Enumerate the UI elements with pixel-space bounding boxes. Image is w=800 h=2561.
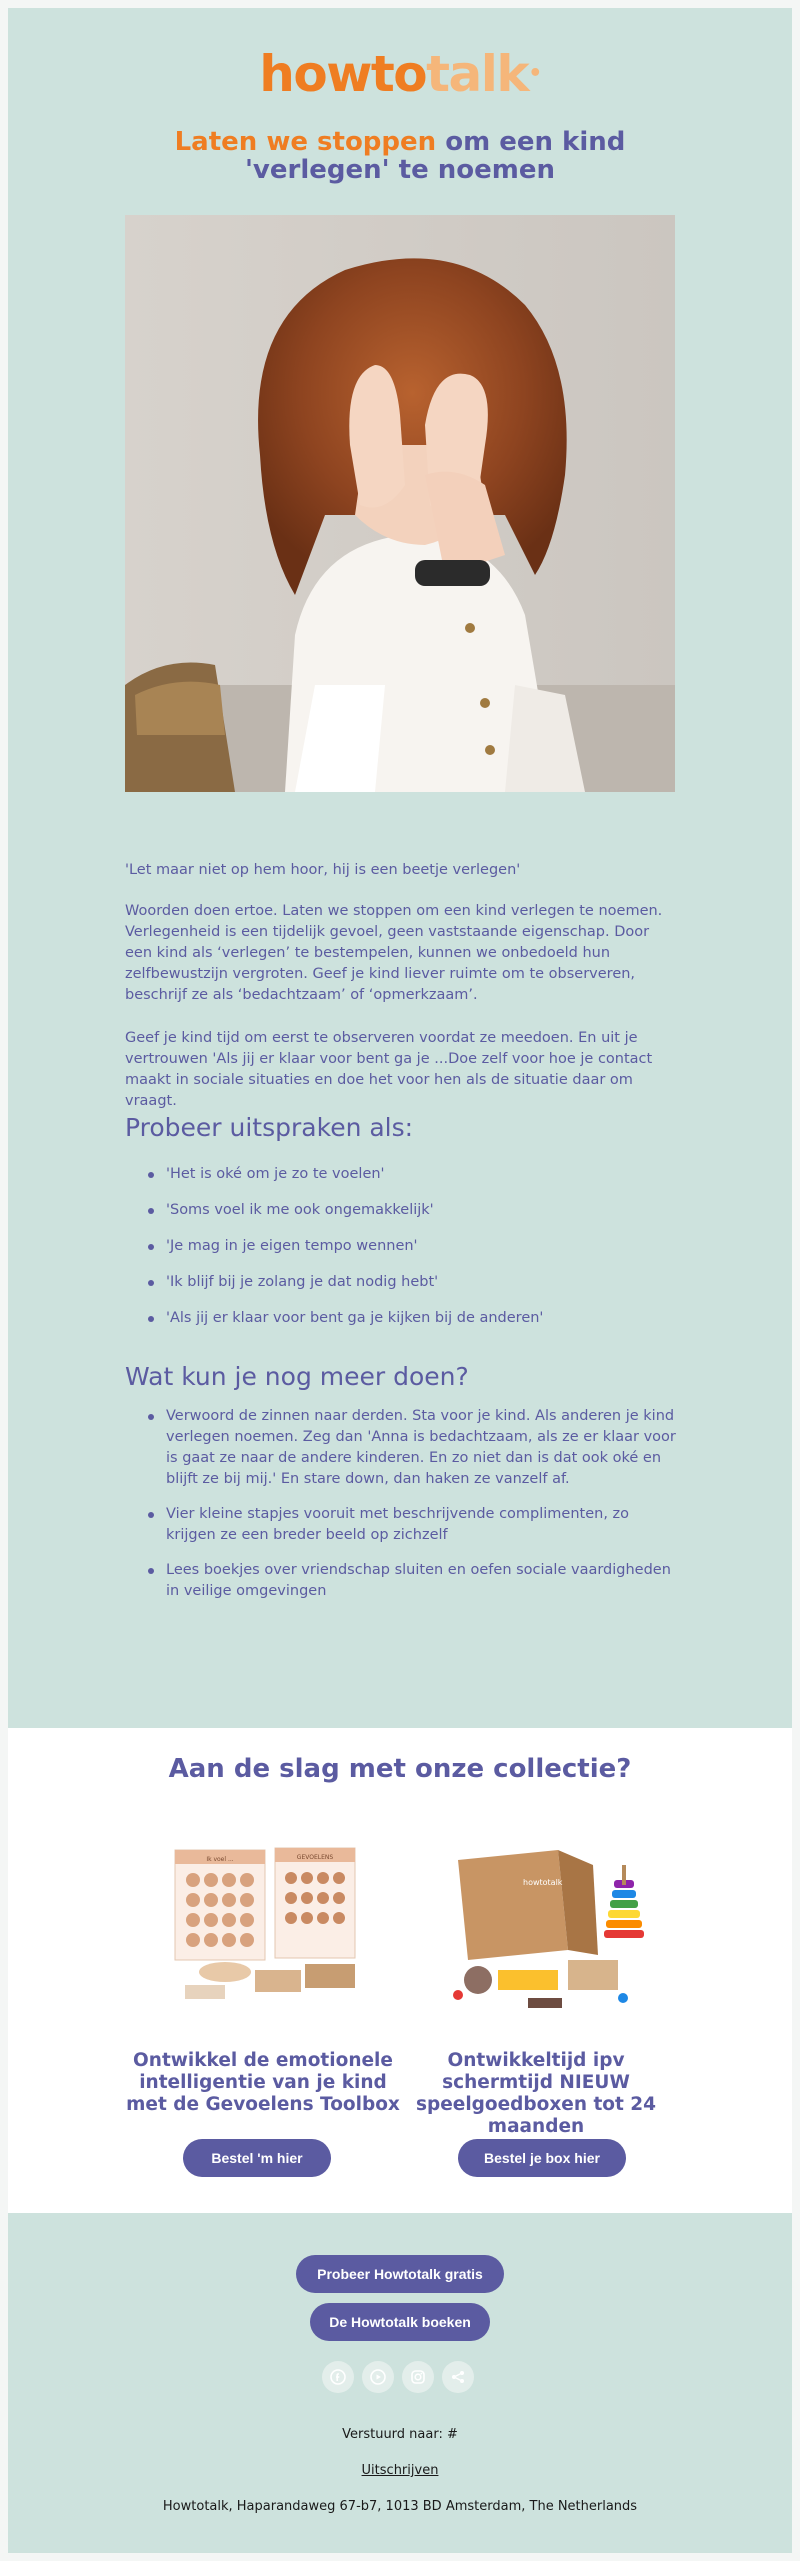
product-title-toybox: Ontwikkeltijd ipv schermtijd NIEUW speelgoedboxen tot 24 maanden [415,2050,657,2137]
toy-box-illustration-icon [418,1820,664,2036]
headline-rest: om een kind 'verlegen' te noemen [244,127,626,185]
list-item: 'Soms voel ik me ook ongemakkelijk' [148,1200,678,1221]
poster-right-title: GEVOELENS [296,1854,334,1861]
company-address: Howtotalk, Haparandaweg 67-b7, 1013 BD Amsterdam, The Netherlands [162,2499,638,2514]
books-button[interactable]: De Howtotalk boeken [310,2303,490,2341]
product-title-toolbox: Ontwikkel de emotionele intelligentie van je kind met de Gevoelens Toolbox [126,2050,400,2115]
list-item: Lees boekjes over vriendschap sluiten en oefen sociale vaardigheden in veilige omgevingen [148,1560,678,1602]
article-quote: 'Let maar niet op hem hoor, hij is een beetje verlegen' [125,862,521,878]
headline [108,128,692,184]
list-item: Vier kleine stapjes vooruit met beschrijvende complimenten, zo krijgen ze een breder beeld op zichzelf [148,1504,678,1546]
logo-text-talk: talk [426,45,529,103]
section-title-statements: Probeer uitspraken als: [125,1113,414,1142]
instagram-icon[interactable] [402,2361,434,2393]
hero-image [125,215,675,792]
list-item: 'Het is oké om je zo te voelen' [148,1164,678,1185]
try-free-button[interactable]: Probeer Howtotalk gratis [296,2255,504,2293]
gevoelens-toolbox-image[interactable] [145,1820,391,2036]
youtube-icon[interactable] [362,2361,394,2393]
poster-left-title: Ik voel ... [206,1856,234,1863]
child-covering-face-photo-icon [125,215,675,792]
article-paragraph-1: Woorden doen ertoe. Laten we stoppen om een kind verlegen te noemen. Verlegenheid is een tijdelijk gevoel, geen vaststaande eigenschap. Door een kind als ‘verlegen’ te bestempelen, kunnen we onbedoeld hun zelfbewustzijn vergroten. Geef je kind liever ruimte om te observeren, beschrijf ze als ‘bedachtzaam’ of ‘opmerkzaam’. [125,903,663,1003]
sent-to-text: Verstuurd naar: # [342,2427,458,2442]
toolbox-illustration-icon [145,1820,391,2036]
order-box-button[interactable]: Bestel je box hier [458,2139,626,2177]
article-section [8,8,792,1728]
facebook-icon[interactable] [322,2361,354,2393]
footer [8,2213,792,2553]
section-title-more: Wat kun je nog meer doen? [125,1362,469,1391]
list-item: 'Als jij er klaar voor bent ga je kijken bij de anderen' [148,1308,678,1329]
wave-divider [8,1698,792,1738]
unsubscribe-link[interactable]: Uitschrijven [361,2463,439,2478]
list-item: Verwoord de zinnen naar derden. Sta voor je kind. Als anderen je kind verlegen noemen. Zeg dan 'Anna is bedachtzaam, als ze er klaar voor is gaat ze naar de andere kinderen. En zo niet dan is dat ook oké en blijft ze bij mij.' En stare down, dan haken ze vanzelf af. [148,1406,678,1490]
order-toolbox-button[interactable]: Bestel 'm hier [183,2139,331,2177]
list-item: 'Ik blijf bij je zolang je dat nodig hebt' [148,1272,678,1293]
speelgoedbox-image[interactable] [418,1820,664,2036]
share-icon[interactable] [442,2361,474,2393]
tips-list [148,1406,678,1616]
logo-dot: • [528,61,541,86]
statements-list [148,1164,678,1344]
brand-logo[interactable] [8,46,792,102]
logo-text-howto: howto [259,45,427,103]
list-item: 'Je mag in je eigen tempo wennen' [148,1236,678,1257]
email-frame [8,8,792,2553]
headline-highlight: Laten we stoppen [174,127,437,157]
box-brand: howtotalk [523,1878,563,1887]
collection-title: Aan de slag met onze collectie? [168,1754,632,1784]
article-paragraph-2: Geef je kind tijd om eerst te observeren voordat ze meedoen. En uit je vertrouwen 'Als jij er klaar voor bent ga je ...Doe zelf voor hoe je contact maakt in sociale situaties en doe het voor hen als de situatie daar om vraagt. [125,1030,653,1109]
